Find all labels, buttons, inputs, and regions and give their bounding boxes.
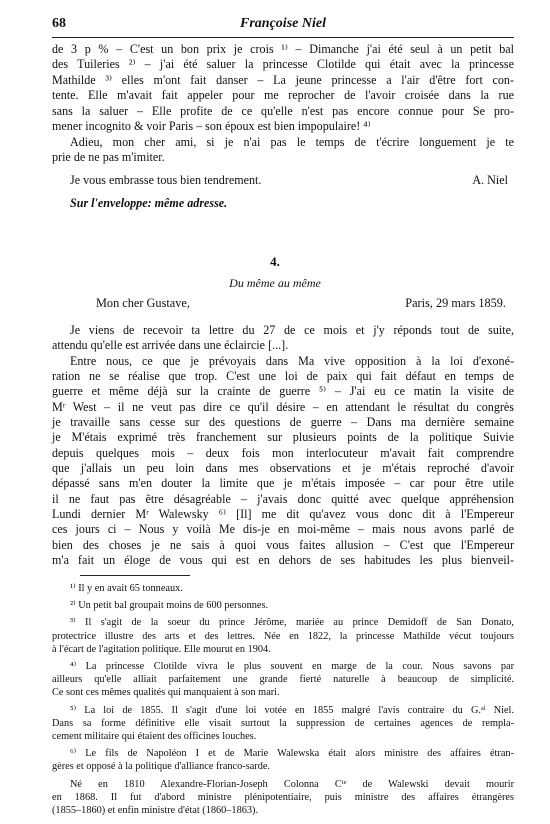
text-line: mener incognito & voir Paris – son époux est bien impopulaire! ⁴⁾ <box>52 119 371 134</box>
footnote-line: Dans sa forme définitive elle visait surtout la suppression de certaines agences de rempla- <box>52 717 514 729</box>
footnote-line: protectrice illustre des arts et des lettres. Née en 1822, la princesse Mathilde vécut toujours <box>52 630 514 642</box>
text-line: m'a fait un éloge de vous qui est en dehors de ses habitudes les plus bienveil- <box>52 553 514 568</box>
salutation-row <box>52 296 514 314</box>
footnote-line: (1855–1860) et enfin ministre d'état (1860–1863). <box>52 805 259 817</box>
envelope-note: Sur l'enveloppe: même adresse. <box>70 195 228 210</box>
footnote-line: ¹⁾ Il y en avait 65 tonneaux. <box>70 583 183 594</box>
text-line: prie de ne pas m'imiter. <box>52 150 165 165</box>
text-line: depuis quelques mois – deux fois mon interlocuteur m'avait fait comprendre <box>52 445 514 460</box>
footnote-line: ⁶⁾ Le fils de Napoléon I et de Marie Walewska était alors ministre des affaires étran- <box>70 748 514 760</box>
footnote-line: ⁴⁾ La princesse Clotilde vivra le plus souvent en marge de la cour. Nous savons par <box>70 661 514 673</box>
text-line: il ne faut pas être désagréable – j'avais donc quitté avec quelque appréhension <box>52 491 514 506</box>
text-line: je travaille sans cesse sur des questions de guerre – Dans ma dernière semaine <box>52 415 514 430</box>
text-line: Entre nous, ce que je prévoyais dans Ma vive opposition à la loi d'exoné- <box>70 353 514 368</box>
footnote-line: Ce sont ces mêmes qualités qui manquaient à son mari. <box>52 687 280 699</box>
letter-subtitle: Du même au même <box>229 276 321 290</box>
text-line: Lundi dernier Mʳ Walewsky ⁶⁾ [Il] me dit qu'avez vous donc dit à l'Empereur <box>52 507 514 522</box>
text-line: des Tuileries ²⁾ – j'ai été saluer la princesse Clotilde qui était avec la princesse <box>52 57 514 72</box>
footnote-line: à l'écart de l'agitation politique. Elle mourut en 1904. <box>52 643 271 655</box>
page-header <box>52 14 514 36</box>
letter-3-continuation <box>52 42 514 211</box>
running-title: Françoise Niel <box>240 16 326 31</box>
header-rule <box>52 37 514 38</box>
text-line: Je viens de recevoir ta lettre du 27 de ce mois et j'y réponds tout de suite, <box>70 323 514 337</box>
footnote-line: Né en 1810 Alexandre-Florian-Joseph Colonna Cᵗᵉ de Walewski devait mourir <box>70 778 514 790</box>
footnote-rule <box>80 575 190 576</box>
footnote-line: gères et opposé à la politique d'alliance franco-sarde. <box>52 761 270 773</box>
text-line: sans la saluer – Elle profite de ce qu'elle n'est pas encore connue pour Se pro- <box>52 103 514 118</box>
text-line: bien des choses je ne sais à quoi vous faites allusion – C'est que l'Empereur <box>52 537 514 552</box>
text-line: attendu qu'elle est arrivée dans une éclaircie [...]. <box>52 338 289 353</box>
text-line: guerre et même déjà sur la crainte de guerre ⁵⁾ – J'ai eu ce matin la visite de <box>52 384 514 399</box>
salutation: Mon cher Gustave, <box>96 296 190 310</box>
text-line: ration ne se réalise que trop. C'est une loi de paix qui fait défaut en temps de <box>52 369 514 384</box>
text-line: dépassé sans m'en douter la limite que je m'étais imposée – car pour être utile <box>52 476 514 491</box>
footnote-line: ailleurs qu'elle alliait parfaitement une grande fierté naturelle à beaucoup de simplicité. <box>52 674 514 686</box>
text-line: tente. Elle m'avait fait appeler pour me reprocher de l'avoir croisée dans la rue <box>52 88 514 103</box>
signature: A. Niel <box>472 172 508 187</box>
page-number: 68 <box>52 16 66 31</box>
closing-line: Je vous embrasse tous bien tendrement. <box>70 172 262 187</box>
footnote-line: ²⁾ Un petit bal groupait moins de 600 personnes. <box>70 600 269 612</box>
footnote-line: ³⁾ Il s'agit de la soeur du prince Jérôme, mariée au prince Demidoff de San Donato, <box>70 617 514 629</box>
text-line: Mathilde ³⁾ elles m'ont fait danser – La jeune princesse a l'air d'être fort con- <box>52 72 514 87</box>
closing-row <box>52 173 514 189</box>
text-line: de 3 p % – C'est un bon prix je crois ¹⁾ – Dimanche j'ai été seul à un petit bal <box>52 42 514 56</box>
text-line: Adieu, mon cher ami, si je n'ai pas le temps de t'écrire longuement je te <box>70 134 514 149</box>
letter-4-body <box>52 323 514 569</box>
footnote-line: cement militaire qui étaient des officines louches. <box>52 731 257 743</box>
letter-number: 4. <box>270 254 280 269</box>
text-line: ces jours ci – Nous y voilà Me dis-je en moi-même – mais nous avons parlé de <box>52 522 514 537</box>
text-line: Mʳ West – il ne veut pas dire ce qu'il désire – en attendant le résultat du congrès <box>52 399 514 414</box>
text-line: je M'étais exprimé très franchement sur plusieurs points de la politique Suivie <box>52 430 514 445</box>
footnote-line: en 1868. Il fut d'abord ministre plénipotentiaire, puis ministre des affaires étrangères <box>52 791 514 803</box>
footnotes <box>52 582 514 817</box>
footnote-line: ⁵⁾ La loi de 1855. Il s'agit d'une loi votée en 1855 malgré l'avis contraire du G.ᵃˡ Niel. <box>70 704 514 716</box>
text-line: que j'allais un peu loin dans mes observations et je m'étais reproché d'avoir <box>52 461 514 476</box>
place-date: Paris, 29 mars 1859. <box>405 296 506 310</box>
